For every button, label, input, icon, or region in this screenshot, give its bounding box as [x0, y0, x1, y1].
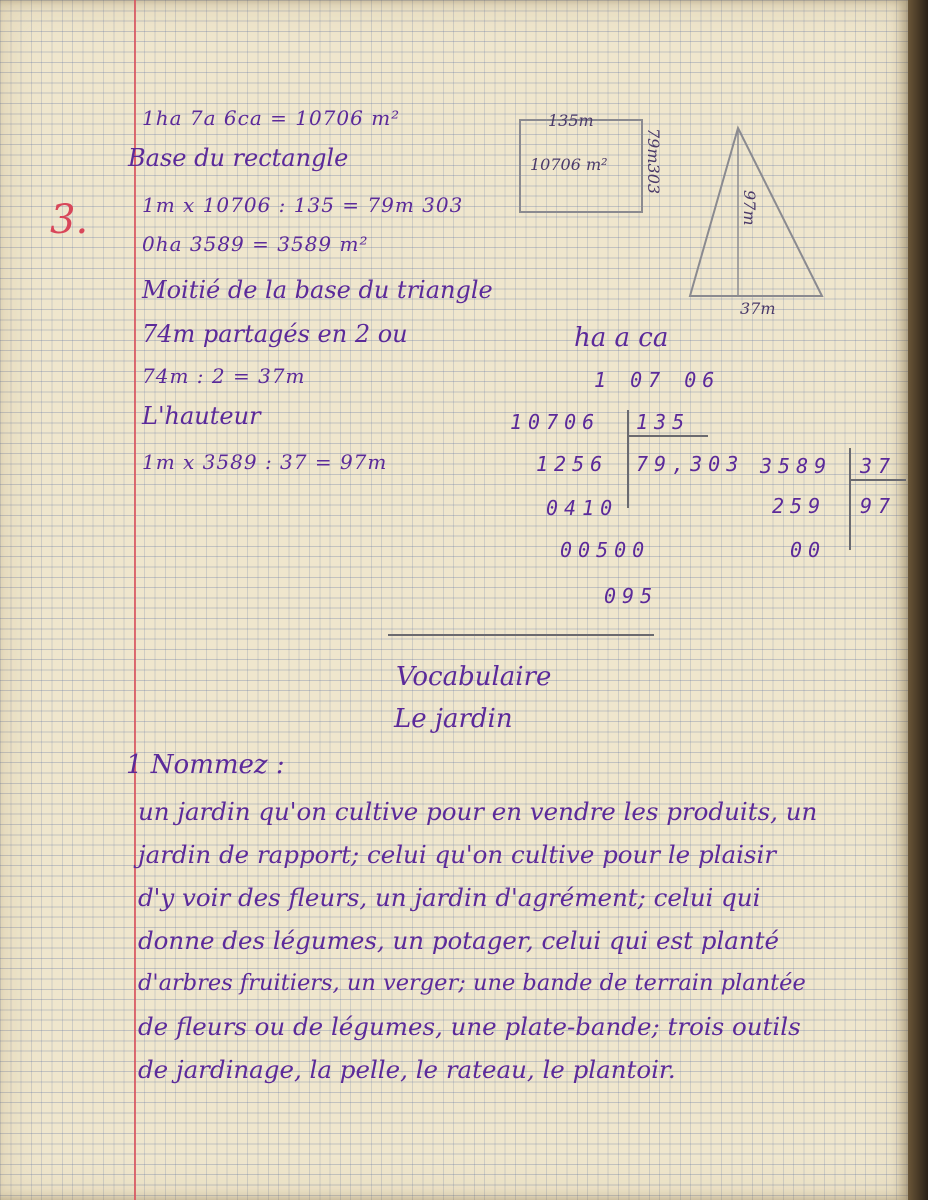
division-1-dividend: 10706 [510, 410, 601, 434]
triangle-figure [690, 128, 822, 296]
vocabulary-answer-line: jardin de rapport; celui qu'on cultive pour le plaisir [138, 840, 777, 869]
division-1-quotient: 79,303 [636, 452, 745, 476]
problem-line-9: 1m x 3589 : 37 = 97m [142, 450, 388, 474]
vocabulary-answer-line: de fleurs ou de légumes, une plate-bande; trois outils [138, 1012, 801, 1041]
problem-line-5: Moitié de la base du triangle [142, 276, 493, 304]
division-2-step: 259 [772, 494, 827, 518]
division-1-step: 0410 [546, 496, 619, 520]
units-values: 1 07 06 [594, 368, 721, 392]
vocabulary-answer-line: donne des légumes, un potager, celui qui est planté [138, 926, 780, 955]
problem-line-7: 74m : 2 = 37m [142, 364, 306, 388]
vocabulary-answer-line: un jardin qu'on cultive pour en vendre les produits, un [138, 797, 818, 826]
correction-mark: 3. [50, 197, 89, 243]
problem-line-3: 1m x 10706 : 135 = 79m 303 [142, 193, 464, 217]
division-2-dividend: 3589 [760, 454, 833, 478]
division-1-divisor: 135 [636, 410, 691, 434]
rectangle-side-label: 79m303 [644, 128, 663, 195]
vocabulary-answer-line: d'arbres fruitiers, un verger; une bande de terrain plantée [138, 970, 806, 996]
vocabulary-title: Vocabulaire [396, 662, 552, 692]
problem-line-2: Base du rectangle [128, 144, 349, 172]
problem-line-1: 1ha 7a 6ca = 10706 m² [142, 106, 401, 130]
margin-line [134, 0, 136, 1200]
notebook-binding [908, 0, 928, 1200]
triangle-base-label: 37m [740, 299, 776, 318]
division-1-step: 00500 [560, 538, 651, 562]
rectangle-center-label: 10706 m² [530, 155, 608, 174]
problem-line-8: L'hauteur [142, 402, 261, 430]
problem-line-6: 74m partagés en 2 ou [142, 320, 408, 348]
vocabulary-answer-line: de jardinage, la pelle, le rateau, le plantoir. [138, 1055, 676, 1084]
vocabulary-subtitle: Le jardin [394, 704, 513, 734]
division-1-step: 095 [604, 584, 659, 608]
division-2-quotient: 97 [860, 494, 897, 518]
division-1-step: 1256 [536, 452, 609, 476]
problem-line-4: 0ha 3589 = 3589 m² [142, 232, 369, 256]
triangle-height-label: 97m [740, 190, 759, 226]
vocabulary-question: 1 Nommez : [126, 750, 285, 780]
division-2-divisor: 37 [860, 454, 897, 478]
rectangle-top-label: 135m [548, 111, 594, 130]
division-2-step: 00 [790, 538, 827, 562]
units-header: ha a ca [574, 323, 669, 353]
vocabulary-answer-line: d'y voir des fleurs, un jardin d'agrément; celui qui [138, 883, 761, 912]
rectangle-figure [520, 120, 642, 212]
section-separator [388, 634, 654, 636]
